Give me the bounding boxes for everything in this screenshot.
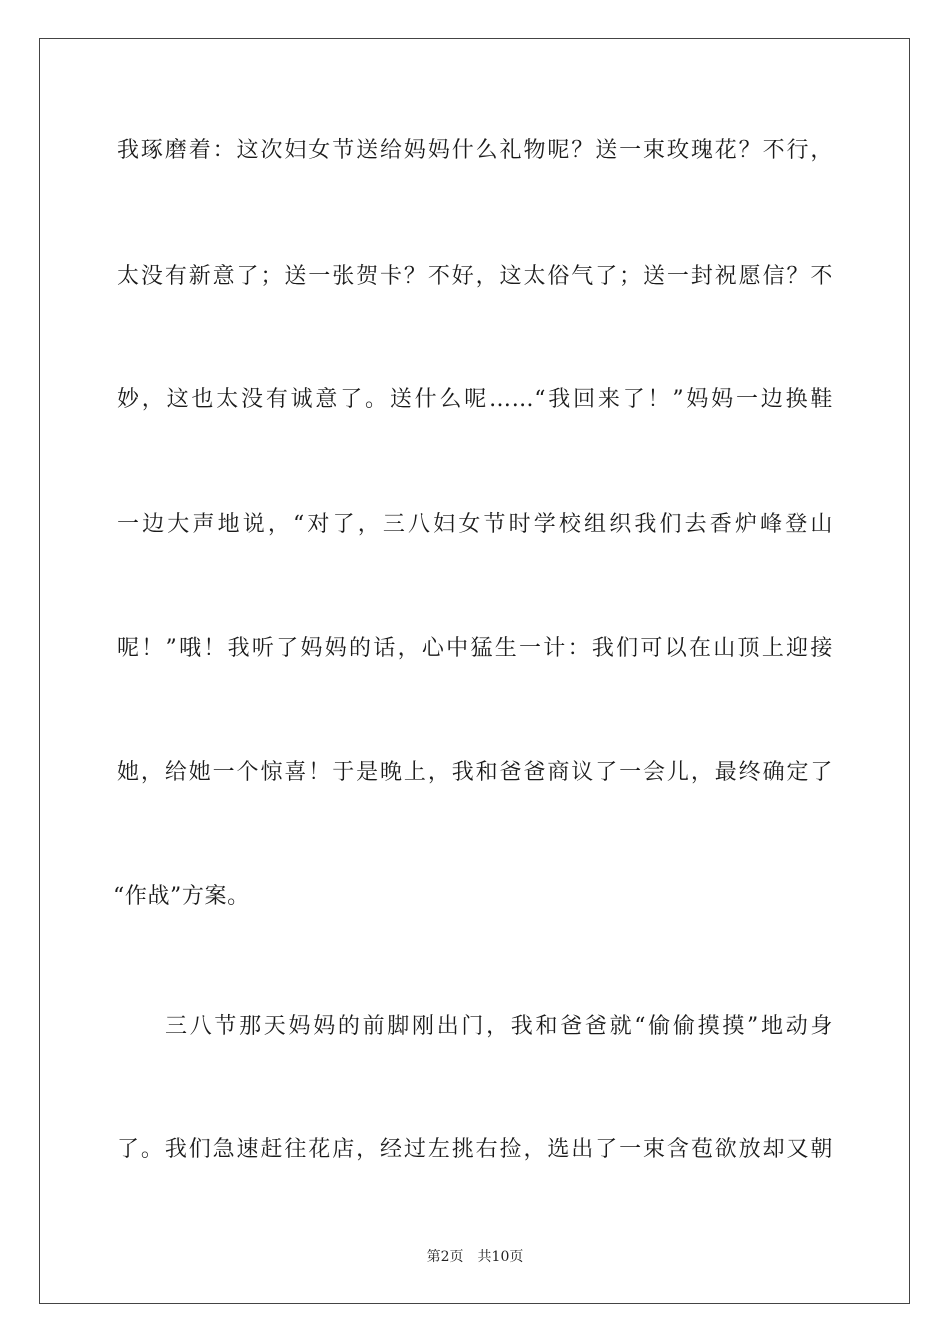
text-line: “作战”方案。: [113, 884, 250, 909]
text-line: 我琢磨着：这次妇女节送给妈妈什么礼物呢？送一束玫瑰花？不行，: [117, 138, 833, 163]
page-number: 第2页: [426, 1249, 464, 1265]
text-line: 呢！”哦！我听了妈妈的话，心中猛生一计：我们可以在山顶上迎接: [117, 636, 833, 661]
page-border: [39, 38, 910, 1304]
text-line: 了。我们急速赶往花店，经过左挑右捡，选出了一束含苞欲放却又朝: [117, 1137, 833, 1162]
text-line: 妙，这也太没有诚意了。送什么呢……“我回来了！”妈妈一边换鞋: [117, 387, 833, 412]
text-line: 太没有新意了；送一张贺卡？不好，这太俗气了；送一封祝愿信？不: [117, 264, 833, 289]
page-total: 共10页: [477, 1249, 524, 1265]
text-line: 她，给她一个惊喜！于是晚上，我和爸爸商议了一会儿，最终确定了: [117, 760, 833, 785]
page-footer: [0, 1248, 950, 1266]
text-line: 三八节那天妈妈的前脚刚出门，我和爸爸就“偷偷摸摸”地动身: [165, 1014, 833, 1039]
text-line: 一边大声地说，“对了，三八妇女节时学校组织我们去香炉峰登山: [117, 512, 833, 537]
